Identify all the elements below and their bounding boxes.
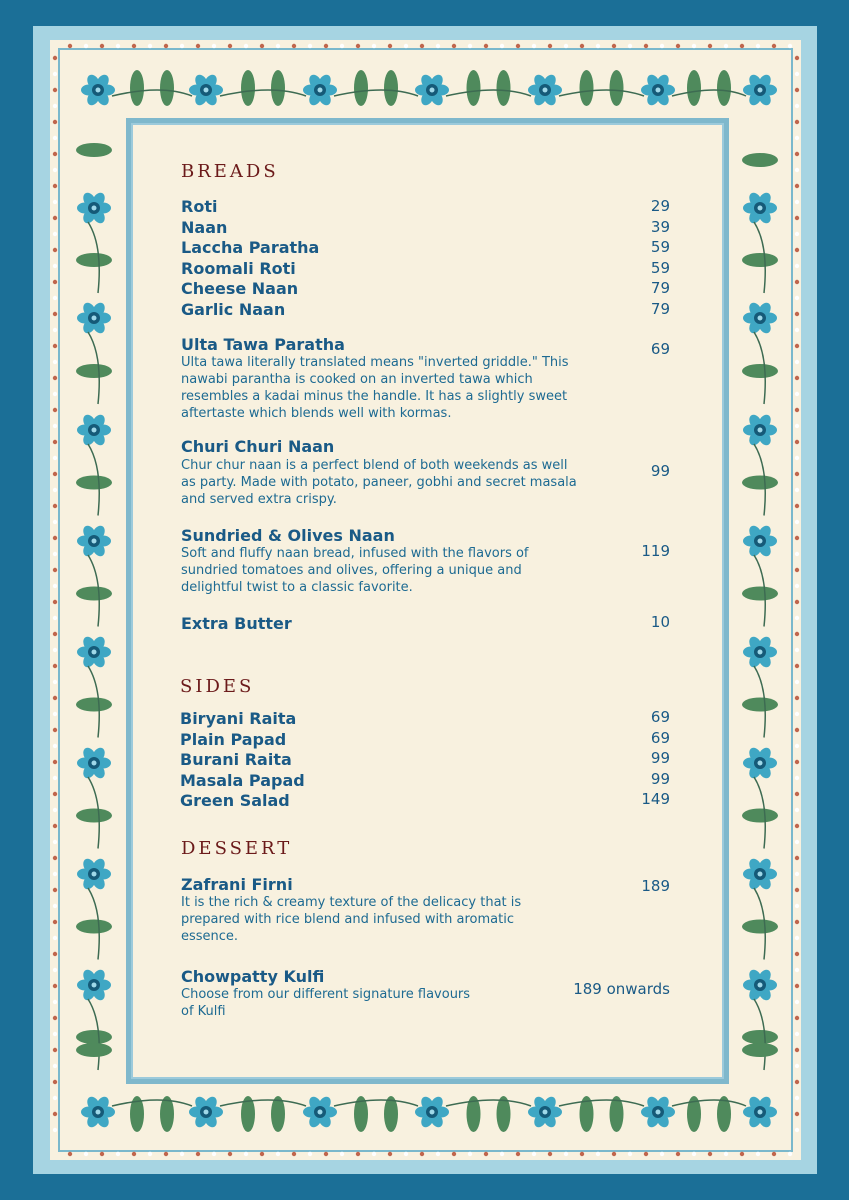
menu-item-price: 29 (650, 197, 670, 215)
menu-item-name: Burani Raita (180, 750, 292, 769)
menu-item-description (181, 457, 577, 508)
description-line: sundried tomatoes and olives, offering a unique and (181, 563, 522, 578)
menu-item-name: Roomali Roti (181, 259, 296, 278)
menu-item-name: Roti (181, 197, 218, 216)
menu-item-price: 39 (650, 218, 670, 236)
menu-item-price: 79 (650, 300, 670, 318)
description-line: resembles a kadai minus the handle. It has a slightly sweet (181, 389, 568, 404)
menu-item-price: 69 (650, 340, 670, 358)
description-line: It is the rich & creamy texture of the delicacy that is (181, 895, 522, 910)
description-line: aftertaste which blends well with kormas. (181, 406, 452, 421)
section-title-breads: BREADS (181, 161, 279, 182)
menu-item-name: Plain Papad (180, 730, 287, 749)
description-line: of Kulfi (181, 1004, 226, 1019)
menu-item-description (181, 986, 470, 1020)
description-line: prepared with rice blend and infused with aromatic (181, 912, 514, 927)
menu-item-price: 119 (641, 542, 670, 560)
menu-item-price: 99 (650, 462, 670, 480)
menu-item-price: 99 (650, 749, 670, 767)
description-line: Ulta tawa literally translated means "inverted griddle." This (181, 355, 569, 370)
section-title-sides: SIDES (180, 676, 255, 697)
menu-item-price: 99 (650, 770, 670, 788)
menu-item-name: Cheese Naan (181, 279, 299, 298)
menu-item-price: 149 (641, 790, 670, 808)
description-line: essence. (181, 929, 239, 944)
menu-item-price: 189 (641, 877, 670, 895)
menu-item-name: Laccha Paratha (181, 238, 320, 257)
menu-item-description (181, 894, 521, 945)
description-line: delightful twist to a classic favorite. (181, 580, 413, 595)
section-title-dessert: DESSERT (181, 838, 293, 859)
description-line: nawabi parantha is cooked on an inverted tawa which (181, 372, 533, 387)
menu-item-description (181, 545, 529, 596)
description-line: Chur chur naan is a perfect blend of both weekends as well (181, 458, 568, 473)
description-line: Soft and fluffy naan bread, infused with the flavors of (181, 546, 529, 561)
menu-item-name: Naan (181, 218, 228, 237)
description-line: as party. Made with potato, paneer, gobhi and secret masala (181, 475, 577, 490)
menu-item-name: Garlic Naan (181, 300, 286, 319)
menu-item-name: Masala Papad (180, 771, 305, 790)
menu-item-name: Extra Butter (181, 614, 292, 633)
menu-item-name: Chowpatty Kulfi (181, 967, 325, 986)
menu-item-name: Churi Churi Naan (181, 437, 335, 456)
menu-item-price: 10 (650, 613, 670, 631)
description-line: Choose from our different signature flavours (181, 987, 471, 1002)
menu-item-price: 59 (650, 259, 670, 277)
menu-item-name: Ulta Tawa Paratha (181, 335, 345, 354)
menu-item-price: 59 (650, 238, 670, 256)
menu-item-description (181, 354, 569, 422)
menu-item-price: 69 (650, 708, 670, 726)
menu-item-price: 79 (650, 279, 670, 297)
menu-item-name: Sundried & Olives Naan (181, 526, 395, 545)
menu-item-name: Green Salad (180, 791, 290, 810)
menu-item-price: 189 onwards (573, 980, 670, 998)
menu-item-price: 69 (650, 729, 670, 747)
menu-item-name: Zafrani Firni (181, 875, 293, 894)
menu-item-name: Biryani Raita (180, 709, 297, 728)
description-line: and served extra crispy. (181, 492, 337, 507)
